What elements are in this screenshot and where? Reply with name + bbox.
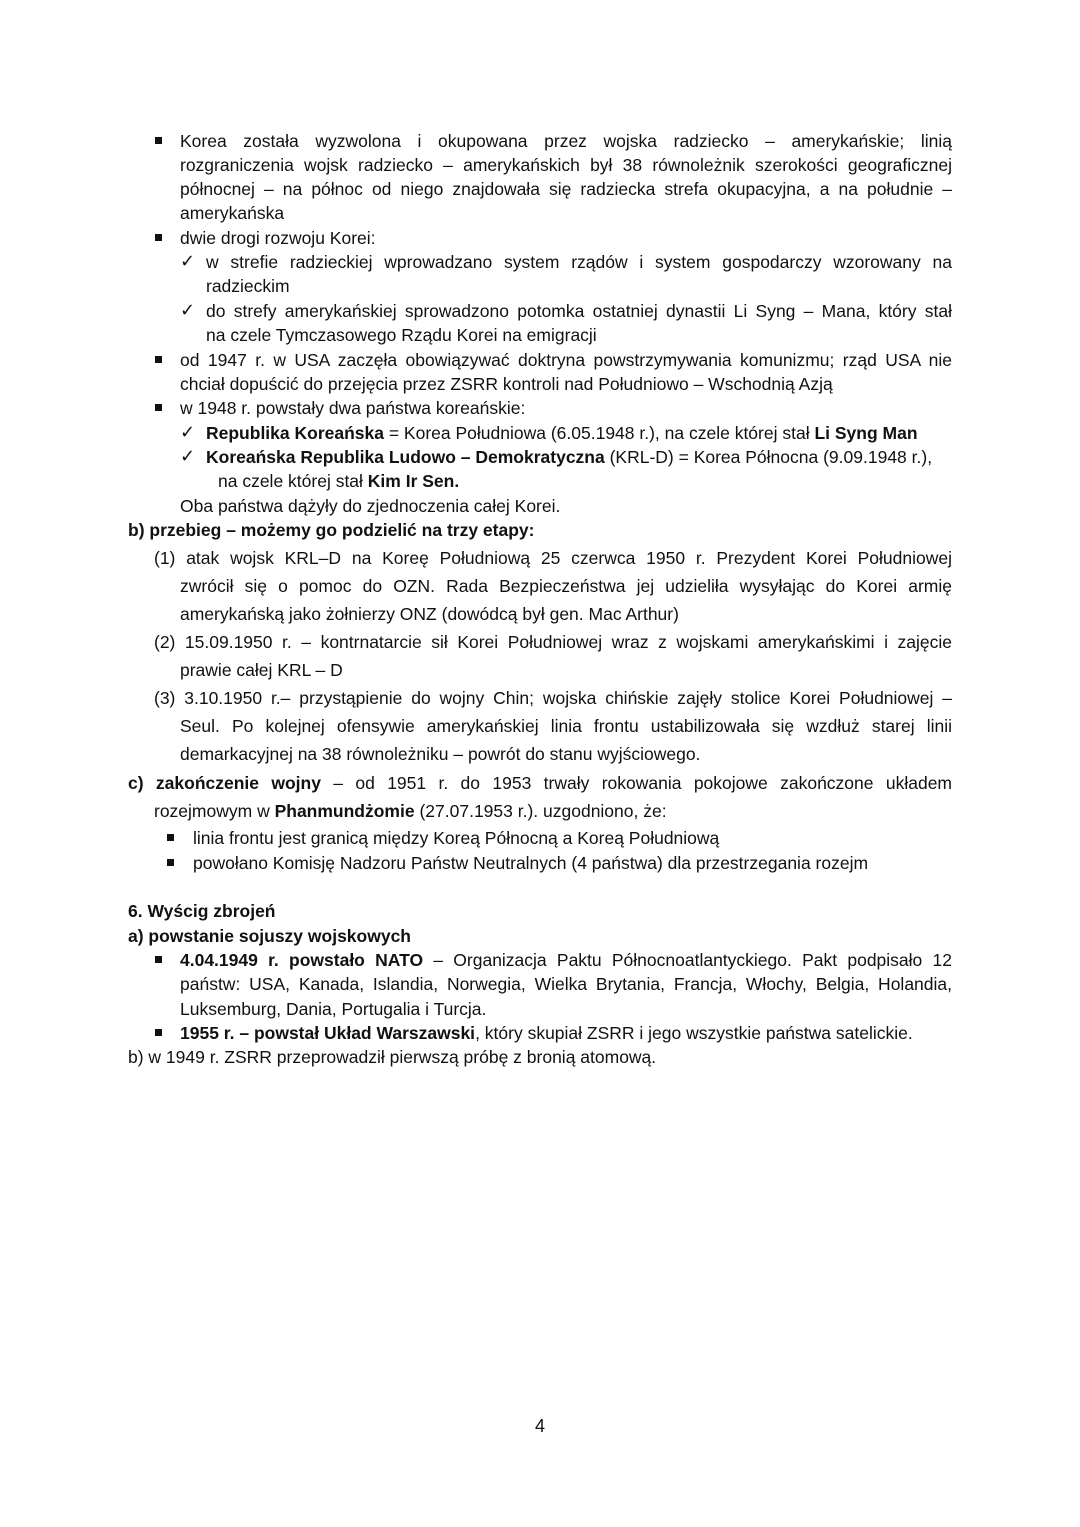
bold-term: Phanmundżomie: [274, 801, 415, 821]
text-line: b) w 1949 r. ZSRR przeprowadził pierwszą próbę z bronią atomową.: [128, 1047, 657, 1067]
bullet-square: [167, 859, 174, 866]
text-line: [180, 1021, 913, 1045]
text-line: demarkacyjnej na 38 równoleżniku – powrót do stanu wyjściowego.: [180, 744, 701, 764]
section-heading: 6. Wyścig zbrojeń: [128, 901, 276, 921]
text-line: do strefy amerykańskiej sprowadzono potomka ostatniej dynastii Li Syng – Mana, który stał: [206, 301, 952, 321]
text-span: rozejmowym w: [154, 801, 275, 821]
text-line: od 1947 r. w USA zaczęła obowiązywać doktryna powstrzymywania komunizmu; rząd USA nie: [180, 350, 952, 370]
text-line: zwrócił się o pomoc do OZN. Rada Bezpieczeństwa jej udzieliła wysyłając do Korei armię: [180, 576, 952, 596]
text-line: w strefie radzieckiej wprowadzano system rządów i system gospodarczy wzorowany na: [206, 252, 952, 272]
text-line: amerykańska: [180, 203, 285, 223]
bullet-square: [167, 834, 174, 841]
bold-term: Li Syng Man: [814, 423, 918, 443]
checkmark-icon: ✓: [180, 251, 196, 272]
bold-term: Koreańska Republika Ludowo – Demokratyczna: [206, 447, 605, 467]
text-line: [180, 948, 952, 972]
text-span: (27.07.1953 r.). uzgodniono, że:: [414, 801, 667, 821]
bullet-square: [155, 356, 162, 363]
text-line: [154, 799, 667, 823]
section-heading: b) przebieg – możemy go podzielić na trzy etapy:: [128, 520, 535, 540]
subsection-heading: a) powstanie sojuszy wojskowych: [128, 926, 411, 946]
text-line: (3) 3.10.1950 r.– przystąpienie do wojny Chin; wojska chińskie zajęły stolice Korei Południowej –: [154, 688, 952, 708]
text-line: [218, 469, 459, 493]
bullet-square: [155, 137, 162, 144]
text-line: linia frontu jest granicą między Koreą Północną a Koreą Południową: [193, 828, 720, 848]
checkmark-icon: ✓: [180, 300, 196, 321]
text-line: radzieckim: [206, 276, 290, 296]
text-line: północnej – na północ od niego znajdowała się radziecka strefa okupacyjna, a na południe –: [180, 179, 952, 199]
text-line: dwie drogi rozwoju Korei:: [180, 228, 376, 248]
text-line: na czele Tymczasowego Rządu Korei na emigracji: [206, 325, 597, 345]
text-span: (KRL-D) = Korea Północna (9.09.1948 r.),: [604, 447, 933, 467]
text-span: na czele której stał: [218, 471, 368, 491]
checkmark-icon: ✓: [180, 446, 196, 467]
bullet-square: [155, 404, 162, 411]
bold-term: c) zakończenie wojny: [128, 773, 321, 793]
bullet-square: [155, 234, 162, 241]
text-line: amerykańską jako żołnierzy ONZ (dowódcą był gen. Mac Arthur): [180, 604, 679, 624]
text-span: – od 1951 r. do 1953 trwały rokowania pokojowe zakończone układem: [320, 773, 952, 793]
text-line: państw: USA, Kanada, Islandia, Norwegia, Wielka Brytania, Francja, Włochy, Belgia, Holandia,: [180, 974, 952, 994]
text-line: (1) atak wojsk KRL–D na Koreę Południową 25 czerwca 1950 r. Prezydent Korei Południowej: [154, 548, 952, 568]
text-line: Luksemburg, Dania, Portugalia i Turcja.: [180, 999, 487, 1019]
bullet-square: [155, 1029, 162, 1036]
text-line: [206, 421, 918, 445]
text-line: [206, 445, 932, 469]
text-line: (2) 15.09.1950 r. – kontrnatarcie sił Korei Południowej wraz z wojskami amerykańskimi i zajęcie: [154, 632, 952, 652]
bold-term: Republika Koreańska: [206, 423, 384, 443]
text-line: chciał dopuścić do przejęcia przez ZSRR kontroli nad Południowo – Wschodnią Azją: [180, 374, 833, 394]
text-line: powołano Komisję Nadzoru Państw Neutralnych (4 państwa) dla przestrzegania rozejm: [193, 853, 869, 873]
page-number: 4: [534, 1416, 545, 1436]
text-line: Seul. Po kolejnej ofensywie amerykańskiej linia frontu ustabilizowała się wzdłuż starej linii: [180, 716, 952, 736]
text-line: rozgraniczenia wojsk radziecko – amerykańskich był 38 równoleżnik szerokości geograficznej: [180, 155, 952, 175]
bold-term: 1955 r. – powstał Układ Warszawski: [180, 1023, 476, 1043]
bullet-square: [155, 956, 162, 963]
text-line: [128, 771, 952, 795]
text-line: prawie całej KRL – D: [180, 660, 343, 680]
text-span: = Korea Południowa (6.05.1948 r.), na czele której stał: [383, 423, 815, 443]
text-line: Korea została wyzwolona i okupowana przez wojska radziecko – amerykańskie; linią: [180, 131, 952, 151]
text-line: Oba państwa dążyły do zjednoczenia całej Korei.: [180, 496, 561, 516]
text-span: – Organizacja Paktu Północnoatlantyckiego. Pakt podpisało 12: [423, 950, 952, 970]
text-span: , który skupiał ZSRR i jego wszystkie państwa satelickie.: [475, 1023, 913, 1043]
bold-term: Kim Ir Sen.: [367, 471, 460, 491]
text-line: w 1948 r. powstały dwa państwa koreańskie:: [180, 398, 526, 418]
checkmark-icon: ✓: [180, 422, 196, 443]
bold-term: 4.04.1949 r. powstało NATO: [180, 950, 424, 970]
